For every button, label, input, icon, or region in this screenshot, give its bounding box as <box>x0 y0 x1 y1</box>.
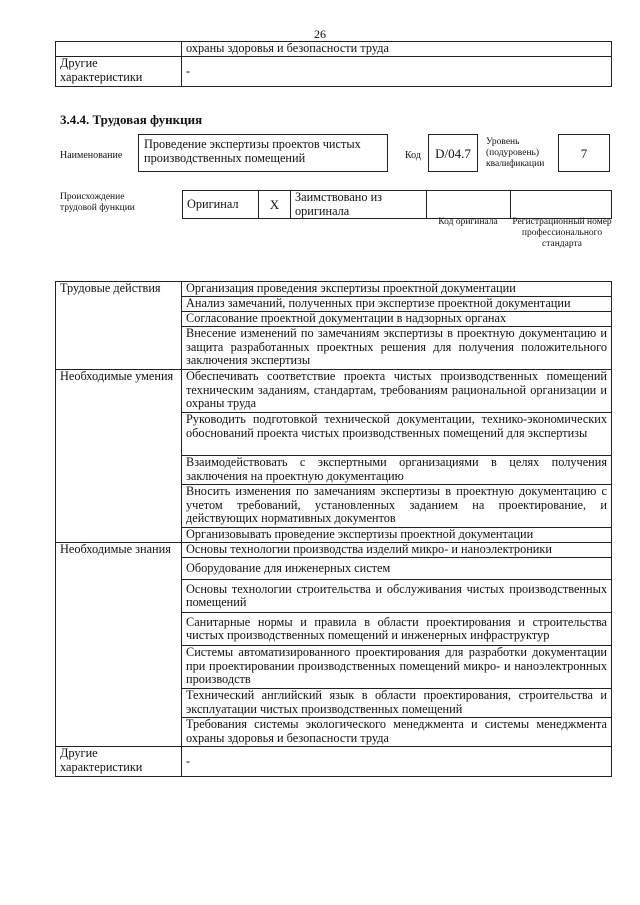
skill-item: Вносить изменения по замечаниям экспертизы в проектную документацию с учетом требований, установленных заданием на проектирование, и действующих нормативных документов <box>182 485 612 528</box>
knowledge-item: Основы технологии строительства и обслуживания чистых производственных помещений <box>182 580 612 613</box>
other-characteristics-label: Другие характеристики <box>56 747 182 777</box>
continued-text: охраны здоровья и безопасности труда <box>182 42 612 57</box>
origin-table <box>182 190 612 219</box>
code-label: Код <box>405 150 421 161</box>
original-mark: X <box>259 191 291 219</box>
code-value: D/04.7 <box>428 134 478 172</box>
registration-number-caption: Регистрационный номер профессионального стандарта <box>512 217 612 249</box>
skill-item: Обеспечивать соответствие проекта чистых производственных помещений техническим заданиям, стандартам, требованиям рациональной организации и охраны труда <box>182 370 612 413</box>
action-item: Организация проведения экспертизы проектной документации <box>182 282 612 297</box>
knowledge-item: Санитарные нормы и правила в области проектирования и строительства чистых производственных помещений и инженерных инфраструктур <box>182 613 612 646</box>
origin-label: Происхождение трудовой функции <box>60 192 135 213</box>
skill-item: Руководить подготовкой технической документации, технико-экономических обоснований проекта чистых производственных помещений для экспертизы <box>182 413 612 456</box>
main-table <box>55 281 612 777</box>
original-label: Оригинал <box>183 191 259 219</box>
action-item: Анализ замечаний, полученных при экспертизе проектной документации <box>182 297 612 312</box>
knowledge-item: Оборудование для инженерных систем <box>182 558 612 580</box>
knowledge-item: Требования системы экологического менеджмента и системы менеджмента охраны здоровья и безопасности труда <box>182 718 612 747</box>
code-original-caption: Код оригинала <box>438 217 498 227</box>
action-item: Внесение изменений по замечаниям экспертизы в проектную документацию и защита разработанных проектных решения для получения положительного заключения экспертизы <box>182 327 612 370</box>
level-value: 7 <box>558 134 610 172</box>
top-continuation-table <box>55 41 612 87</box>
skill-item: Организовывать проведение экспертизы проектной документации <box>182 528 612 543</box>
actions-label: Трудовые действия <box>56 282 182 370</box>
knowledge-item: Системы автоматизированного проектирования для разработки документации при проектировании производственных помещений микро- и наноэлектронных производств <box>182 646 612 689</box>
other-characteristics-label: Другие характеристики <box>56 57 182 87</box>
other-characteristics-value: - <box>182 747 612 777</box>
skills-label: Необходимые умения <box>56 370 182 543</box>
name-label: Наименование <box>60 150 123 161</box>
function-name: Проведение экспертизы проектов чистых производственных помещений <box>138 134 388 172</box>
page-number: 26 <box>314 27 326 41</box>
other-characteristics-value: - <box>182 57 612 87</box>
knowledge-item: Технический английский язык в области проектирования, строительства и эксплуатации чистых производственных помещений <box>182 689 612 718</box>
action-item: Согласование проектной документации в надзорных органах <box>182 312 612 327</box>
knowledge-label: Необходимые знания <box>56 543 182 747</box>
skill-item: Взаимодействовать с экспертными организациями в целях получения заключения на проектную документацию <box>182 456 612 485</box>
section-title: 3.4.4. Трудовая функция <box>60 112 203 127</box>
level-label: Уровень (подуровень) квалификации <box>486 137 545 169</box>
borrowed-label: Заимствовано из оригинала <box>291 191 427 219</box>
knowledge-item: Основы технологии производства изделий микро- и наноэлектроники <box>182 543 612 558</box>
